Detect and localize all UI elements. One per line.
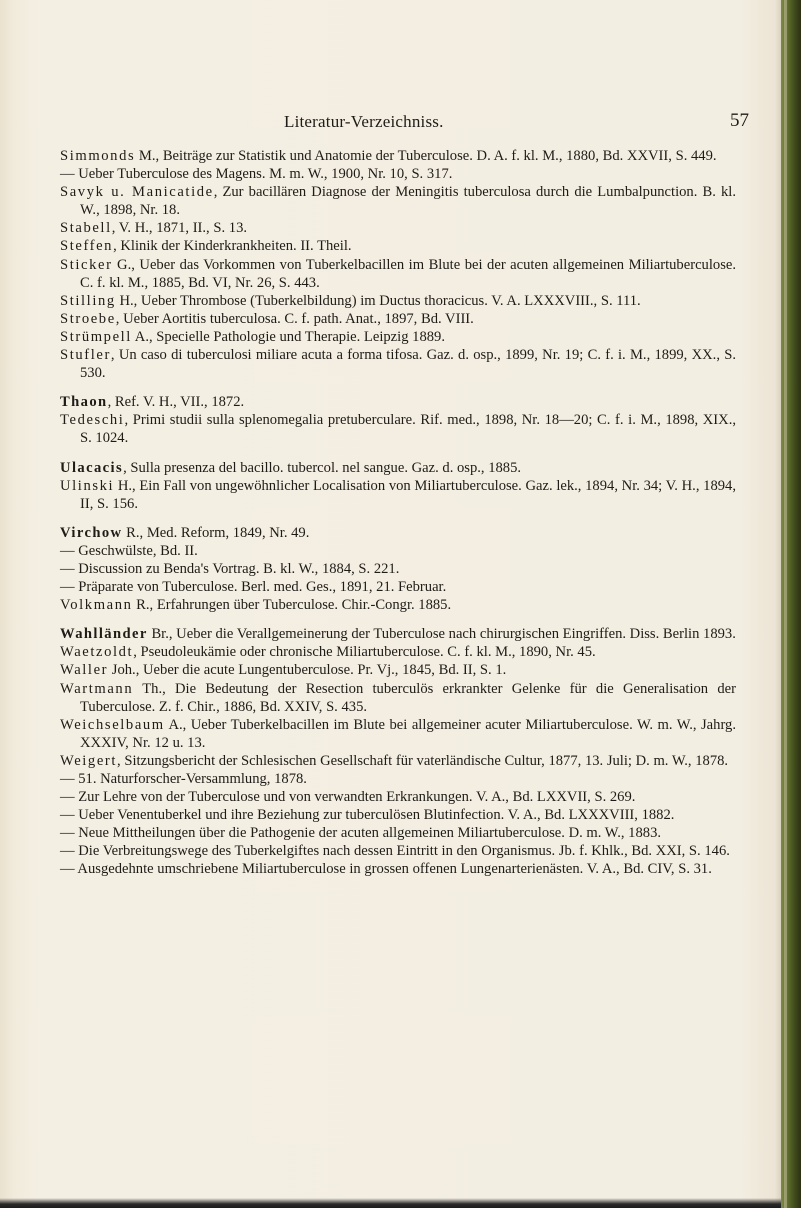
- page-bottom-shadow: [0, 1198, 790, 1208]
- bibliography-entry: [60, 770, 736, 788]
- entry-citation: — Geschwülste, Bd. II.: [60, 542, 198, 559]
- entry-citation: M., Beiträge zur Statistik und Anatomie der Tuberculose. D. A. f. kl. M., 1880, Bd. XXVII, S. 449.: [135, 148, 717, 164]
- entry-citation: Joh., Ueber die acute Lungentuberculose. Pr. Vj., 1845, Bd. II, S. 1.: [108, 662, 507, 679]
- entry-citation: Th., Die Bedeutung der Resection tuberculös erkrankter Gelenke für die Generalisation der Tuberculose. Z. f. Chir., 1886, Bd. XXIV, S. 435.: [80, 680, 736, 715]
- entry-citation: R., Med. Reform, 1849, Nr. 49.: [122, 524, 310, 541]
- entry-citation: , V. H., 1871, II., S. 13.: [111, 220, 248, 237]
- entry-author: Waller: [60, 662, 109, 679]
- bibliography-list: [60, 147, 736, 879]
- page-number: 57: [730, 110, 749, 131]
- bibliography-entry: [60, 256, 736, 292]
- bibliography-entry: [60, 860, 736, 878]
- entry-citation: — Zur Lehre von der Tuberculose und von verwandten Erkrankungen. V. A., Bd. LXXVII, S. 269.: [60, 789, 636, 806]
- bibliography-entry: [60, 806, 736, 824]
- bibliography-entry: [60, 716, 736, 752]
- bibliography-entry: [60, 183, 736, 219]
- entry-citation: , Un caso di tuberculosi miliare acuta a forma tifosa. Gaz. d. osp., 1899, Nr. 19; C. f. i. M., 1899, XX., S. 530.: [80, 347, 736, 382]
- bibliography-entry: [60, 411, 736, 447]
- entry-citation: Br., Ueber die Verallgemeinerung der Tuberculose nach chirurgischen Eingriffen. Diss. Berlin 1893.: [147, 626, 736, 643]
- entry-citation: , Zur bacillären Diagnose der Meningitis tuberculosa durch die Lumbalpunction. B. kl. W., 1898, Nr. 18.: [80, 184, 736, 219]
- entry-author: Simmonds: [60, 148, 136, 164]
- entry-citation: R., Erfahrungen über Tuberculose. Chir.-Congr. 1885.: [132, 597, 452, 614]
- bibliography-entry: [60, 788, 736, 806]
- bibliography-entry: [60, 625, 736, 643]
- entry-citation: , Pseudoleukämie oder chronische Miliartuberculose. C. f. kl. M., 1890, Nr. 45.: [133, 644, 596, 661]
- entry-citation: , Sulla presenza del bacillo. tubercol. nel sangue. Gaz. d. osp., 1885.: [123, 459, 522, 476]
- entry-citation: , Sitzungsbericht der Schlesischen Gesellschaft für vaterländische Cultur, 1877, 13. Juli; D. m. W., 1878.: [117, 752, 729, 769]
- bibliography-entry: [60, 560, 736, 578]
- bibliography-entry: [60, 219, 736, 237]
- entry-citation: A., Ueber Tuberkelbacillen im Blute bei allgemeiner acuter Miliartuberculose. W. m. W., Jahrg. XXXIV, Nr. 12 u. 13.: [80, 716, 736, 751]
- entry-author: Tedeschi: [60, 412, 125, 429]
- entry-author: Thaon: [60, 394, 108, 411]
- entry-author: Stabell: [60, 220, 112, 237]
- entry-citation: , Primi studii sulla splenomegalia pretuberculare. Rif. med., 1898, Nr. 18—20; C. f. i. M., 1898, XIX., S. 1024.: [80, 412, 736, 447]
- entry-citation: — Neue Mittheilungen über die Pathogenie der acuten allgemeinen Miliartuberculose. D. m. W., 1883.: [60, 825, 662, 842]
- bibliography-entry: [60, 459, 736, 477]
- bibliography-entry: [60, 578, 736, 596]
- entry-citation: — 51. Naturforscher-Versammlung, 1878.: [60, 771, 307, 787]
- bibliography-entry: [60, 310, 736, 328]
- bibliography-entry: [60, 824, 736, 842]
- bibliography-entry: [60, 237, 736, 255]
- bibliography-entry: [60, 292, 736, 310]
- entry-citation: H., Ein Fall von ungewöhnlicher Localisation von Miliartuberculose. Gaz. lek., 1894, Nr. 34; V. H., 1894, II, S. 156.: [80, 477, 736, 512]
- entry-author: Stilling: [60, 292, 116, 309]
- entry-author: Waetzoldt: [60, 644, 134, 661]
- entry-citation: — Ausgedehnte umschriebene Miliartuberculose in grossen offenen Lungenarterienästen. V. A., Bd. CIV, S. 31.: [60, 861, 712, 878]
- entry-citation: , Ueber Aortitis tuberculosa. C. f. path. Anat., 1897, Bd. VIII.: [115, 310, 474, 327]
- bibliography-entry: [60, 147, 736, 165]
- entry-author: Ulacacis: [60, 459, 124, 476]
- bibliography-entry: [60, 842, 736, 860]
- bibliography-entry: [60, 680, 736, 716]
- bibliography-entry: [60, 542, 736, 560]
- bibliography-entry: [60, 393, 736, 411]
- bibliography-entry: [60, 165, 736, 183]
- bibliography-entry: [60, 477, 736, 513]
- entry-author: Strümpell: [60, 328, 132, 345]
- entry-citation: — Ueber Venentuberkel und ihre Beziehung zur tuberculösen Blutinfection. V. A., Bd. LXXXVIII, 1882.: [60, 807, 675, 824]
- entry-citation: H., Ueber Thrombose (Tuberkelbildung) im Ductus thoracicus. V. A. LXXXVIII., S. 111.: [115, 292, 641, 309]
- bibliography-entry: [60, 328, 736, 346]
- entry-author: Volkmann: [60, 597, 133, 614]
- entry-author: Stufler: [60, 347, 111, 364]
- entry-author: Wahlländer: [60, 626, 148, 643]
- entry-author: Weigert: [60, 752, 118, 769]
- bibliography-entry: [60, 524, 736, 542]
- bibliography-entry: [60, 661, 736, 679]
- entry-author: Stroebe: [60, 310, 116, 327]
- entry-citation: — Ueber Tuberculose des Magens. M. m. W., 1900, Nr. 10, S. 317.: [60, 166, 453, 183]
- entry-citation: , Klinik der Kinderkrankheiten. II. Theil.: [113, 238, 352, 255]
- entry-citation: , Ref. V. H., VII., 1872.: [107, 394, 245, 411]
- bibliography-entry: [60, 643, 736, 661]
- book-edge-strip: [781, 0, 801, 1208]
- entry-author: Savyk u. Manicatide: [60, 184, 214, 201]
- bibliography-entry: [60, 346, 736, 382]
- entry-author: Virchow: [60, 524, 123, 541]
- entry-author: Weichselbaum: [60, 716, 165, 733]
- bibliography-entry: [60, 596, 736, 614]
- running-head: [0, 112, 801, 136]
- entry-citation: — Die Verbreitungswege des Tuberkelgiftes nach dessen Eintritt in den Organismus. Jb. f. Khlk., Bd. XXI, S. 146.: [60, 843, 730, 860]
- bibliography-entry: [60, 752, 736, 770]
- entry-author: Steffen: [60, 238, 114, 255]
- entry-citation: — Discussion zu Benda's Vortrag. B. kl. W., 1884, S. 221.: [60, 560, 400, 577]
- entry-author: Sticker: [60, 256, 113, 273]
- running-title: Literatur-Verzeichniss.: [284, 112, 444, 131]
- entry-citation: A., Specielle Pathologie und Therapie. Leipzig 1889.: [131, 328, 445, 345]
- entry-citation: G., Ueber das Vorkommen von Tuberkelbacillen im Blute bei der acuten allgemeinen Miliartuberculose. C. f. kl. M., 1885, Bd. VI, Nr. 26, S. 443.: [80, 256, 736, 291]
- entry-author: Ulinski: [60, 477, 115, 494]
- entry-author: Wartmann: [60, 680, 134, 697]
- entry-citation: — Präparate von Tuberculose. Berl. med. Ges., 1891, 21. Februar.: [60, 579, 447, 596]
